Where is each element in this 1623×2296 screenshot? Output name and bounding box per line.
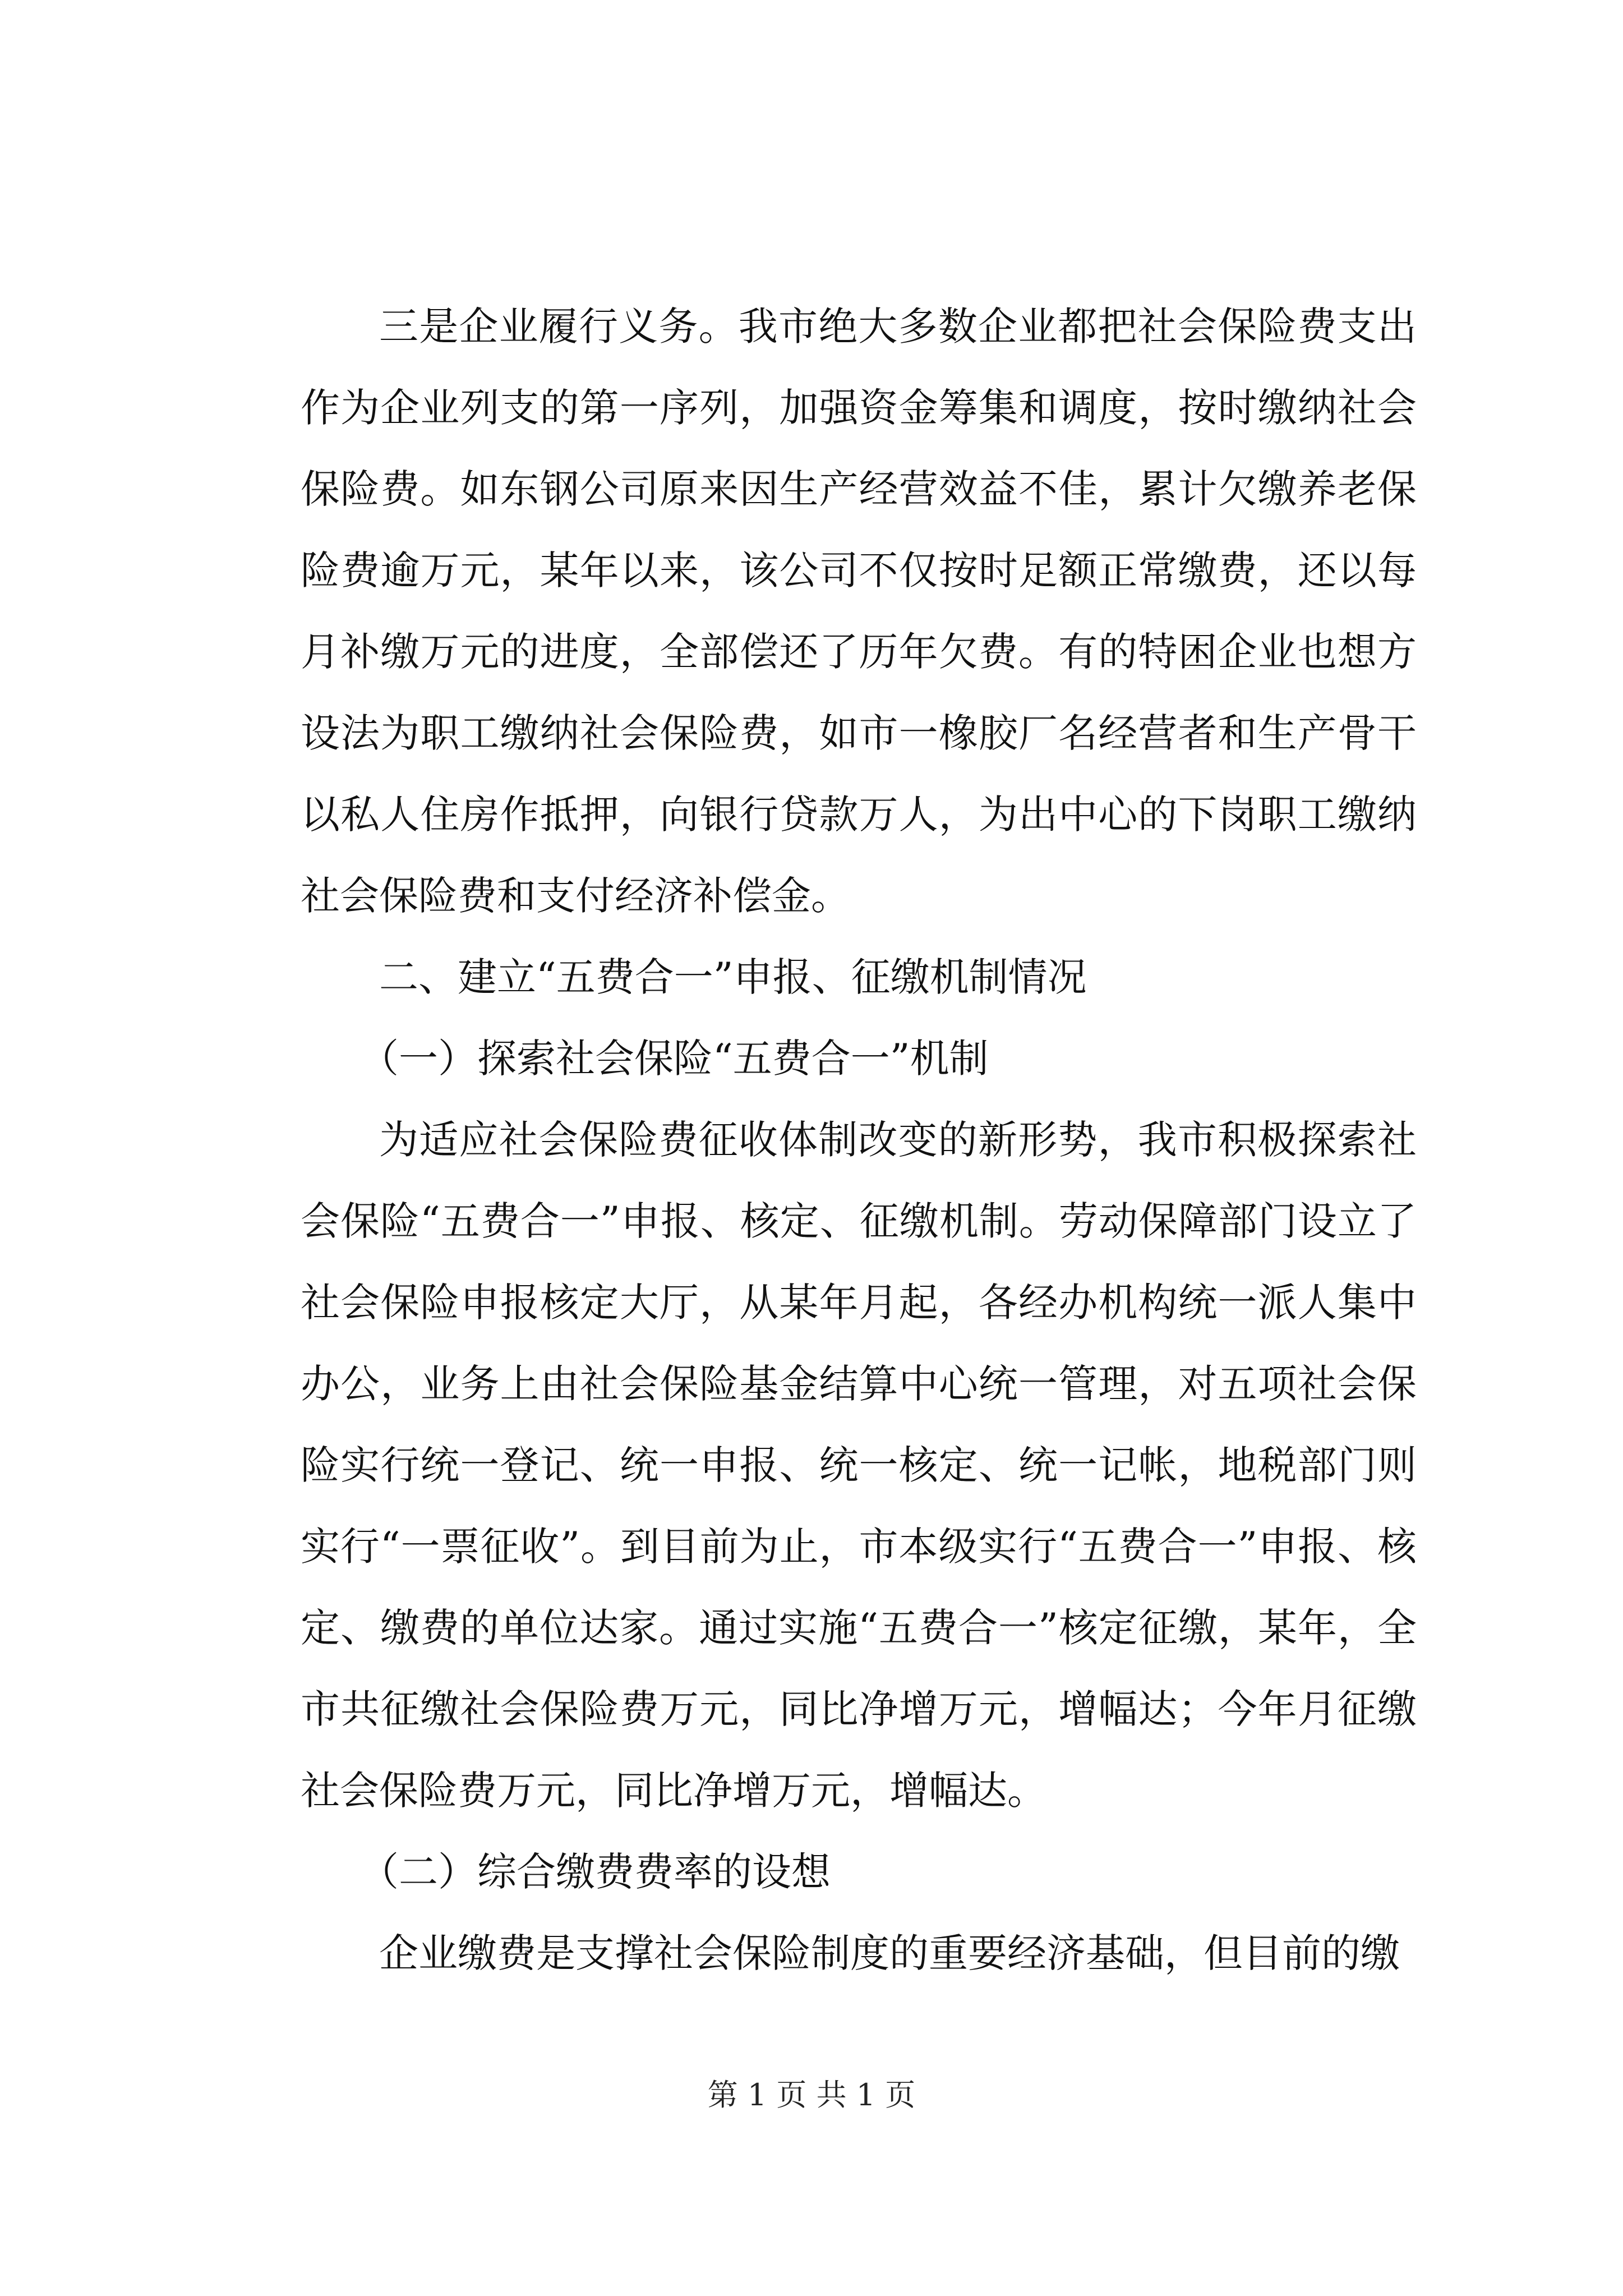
subsection-heading-explore: （一）探索社会保险“五费合一”机制 — [359, 1036, 989, 1082]
paragraph-enterprise-contribution: 企业缴费是支撑社会保险制度的重要经济基础，但目前的缴 — [379, 1930, 1400, 1976]
paragraph-enterprise-obligations: 三是企业履行义务。我市绝大多数企业都把社会保险费支出作为企业列支的第一序列，加强资金筹集和调度，按时缴纳社会保险费。如东钢公司原来因生产经营效益不佳，累计欠缴养老保险费逾万元，某年以来，该公司不仅按时足额正常缴费，还以每月补缴万元的进度，全部偿还了历年欠费。有的特困企业也想方设法为职工缴纳社会保险费，如市一橡胶厂名经营者和生产骨干以私人住房作抵押，向银行贷款万人，为出中心的下岗职工缴纳社会保险费和支付经济补偿金。 — [301, 303, 1417, 919]
subsection-heading-rate: （二）综合缴费费率的设想 — [359, 1849, 831, 1895]
document-body — [301, 286, 1417, 1994]
section-heading-mechanism: 二、建立“五费合一”申报、征缴机制情况 — [379, 954, 1087, 1000]
page-footer: 第 1 页 共 1 页 — [707, 2077, 916, 2113]
paragraph-explore-mechanism: 为适应社会保险费征收体制改变的新形势，我市积极探索社会保险“五费合一”申报、核定、征缴机制。劳动保障部门设立了社会保险申报核定大厅，从某年月起，各经办机构统一派人集中办公，业务上由社会保险基金结算中心统一管理，对五项社会保险实行统一登记、统一申报、统一核定、统一记帐，地税部门则实行“一票征收”。到目前为止，市本级实行“五费合一”申报、核定、缴费的单位达家。通过实施“五费合一”核定征缴，某年，全市共征缴社会保险费万元，同比净增万元，增幅达；今年月征缴社会保险费万元，同比净增万元，增幅达。 — [301, 1117, 1417, 1814]
